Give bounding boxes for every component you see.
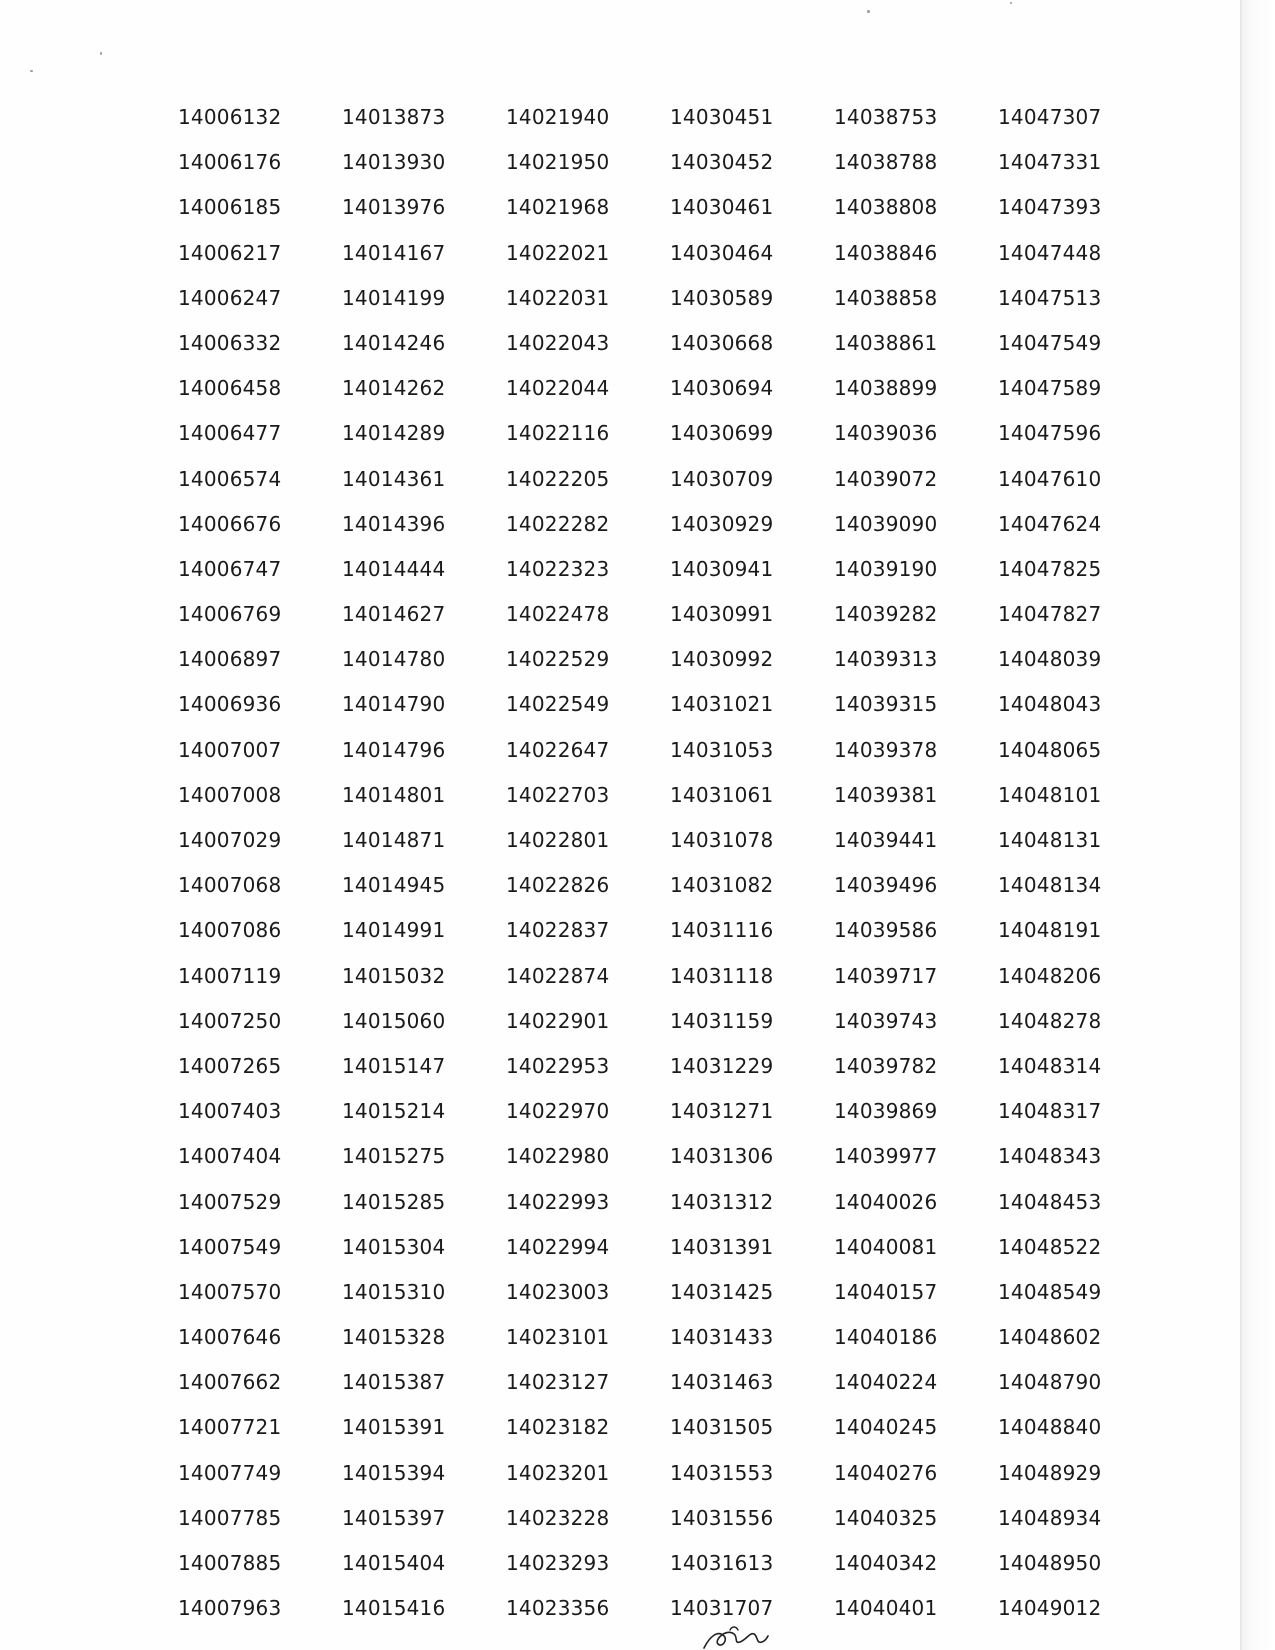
registration-number: 14007570 [178,1279,282,1304]
registration-number: 14022837 [506,918,610,943]
registration-number: 14014945 [342,873,446,898]
registration-number: 14015060 [342,1008,446,1033]
registration-number: 14048343 [998,1144,1102,1169]
signature-mark [700,1622,770,1650]
registration-number: 14048131 [998,828,1102,852]
registration-number: 14040276 [834,1460,938,1485]
scan-speck [30,70,33,72]
registration-number: 14031159 [670,1008,774,1033]
registration-number: 14048039 [998,647,1102,672]
registration-number: 14048278 [998,1008,1102,1033]
registration-number: 14040342 [834,1551,938,1575]
registration-number: 14031553 [670,1460,774,1485]
registration-number: 14015310 [342,1279,446,1304]
registration-number: 14015404 [342,1551,446,1575]
registration-number: 14048453 [998,1189,1102,1214]
registration-number: 14030589 [670,285,774,310]
registration-number: 14038858 [834,285,938,310]
registration-number: 14014790 [342,692,446,717]
registration-number: 14014167 [342,240,446,265]
registration-number: 14030991 [670,602,774,627]
registration-number: 14031021 [670,692,774,717]
registration-number: 14039717 [834,963,938,988]
registration-number: 14014871 [342,828,446,852]
registration-number: 14015214 [342,1099,446,1124]
registration-number: 14047331 [998,150,1102,175]
registration-number: 14023003 [506,1279,610,1304]
registration-number: 14014262 [342,376,446,401]
registration-number: 14022044 [506,376,610,401]
registration-number: 14030929 [670,511,774,536]
registration-number: 14039782 [834,1053,938,1078]
registration-number: 14006897 [178,647,282,672]
registration-number: 14007007 [178,737,282,762]
scan-speck [867,10,870,13]
registration-number: 14007250 [178,1008,282,1033]
registration-number: 14015387 [342,1370,446,1395]
registration-number: 14047393 [998,195,1102,220]
registration-number: 14031707 [670,1596,774,1621]
registration-number: 14039190 [834,556,938,581]
registration-number: 14031061 [670,782,774,807]
registration-number: 14014780 [342,647,446,672]
registration-number: 14040245 [834,1415,938,1440]
registration-number: 14014991 [342,918,446,943]
registration-number: 14031229 [670,1053,774,1078]
registration-number: 14007749 [178,1460,282,1485]
registration-number: 14022994 [506,1234,610,1259]
registration-number: 14047596 [998,421,1102,446]
registration-number: 14047610 [998,466,1102,491]
registration-number: 14015391 [342,1415,446,1440]
registration-number: 14007404 [178,1144,282,1169]
registration-number: 14022953 [506,1053,610,1078]
registration-number: 14022970 [506,1099,610,1124]
registration-number: 14038846 [834,240,938,265]
registration-number: 14039381 [834,782,938,807]
registration-number: 14030451 [670,105,774,129]
registration-number: 14048549 [998,1279,1102,1304]
registration-number-grid [178,102,1162,1638]
registration-number: 14007403 [178,1099,282,1124]
registration-number: 14007265 [178,1053,282,1078]
registration-number: 14014627 [342,602,446,627]
registration-number: 14031556 [670,1505,774,1530]
registration-number: 14031613 [670,1551,774,1575]
registration-number: 14031433 [670,1325,774,1350]
registration-number: 14048522 [998,1234,1102,1259]
registration-number: 14031463 [670,1370,774,1395]
registration-number: 14039441 [834,828,938,852]
registration-number: 14007529 [178,1189,282,1214]
registration-number: 14006247 [178,285,282,310]
registration-number: 14048317 [998,1099,1102,1124]
registration-number: 14047549 [998,330,1102,355]
registration-number: 14023356 [506,1596,610,1621]
registration-number: 14048065 [998,737,1102,762]
registration-number: 14006217 [178,240,282,265]
registration-number: 14031116 [670,918,774,943]
registration-number: 14015394 [342,1460,446,1485]
registration-number: 14048934 [998,1505,1102,1530]
registration-number: 14006676 [178,511,282,536]
registration-number: 14040026 [834,1189,938,1214]
registration-number: 14013873 [342,105,446,129]
registration-number: 14006769 [178,602,282,627]
registration-number: 14015285 [342,1189,446,1214]
registration-number: 14022901 [506,1008,610,1033]
registration-number: 14022116 [506,421,610,446]
registration-number: 14007721 [178,1415,282,1440]
registration-number: 14039315 [834,692,938,717]
registration-number: 14022021 [506,240,610,265]
registration-number: 14040325 [834,1505,938,1530]
registration-number: 14015304 [342,1234,446,1259]
registration-number: 14022801 [506,828,610,852]
registration-number: 14015275 [342,1144,446,1169]
registration-number: 14015397 [342,1505,446,1530]
registration-number: 14048790 [998,1370,1102,1395]
registration-number: 14007086 [178,918,282,943]
registration-number: 14021950 [506,150,610,175]
registration-number: 14038861 [834,330,938,355]
registration-number: 14006185 [178,195,282,220]
registration-number: 14048101 [998,782,1102,807]
registration-number: 14021940 [506,105,610,129]
registration-number: 14038753 [834,105,938,129]
registration-number: 14039586 [834,918,938,943]
registration-number: 14030699 [670,421,774,446]
registration-number: 14007549 [178,1234,282,1259]
registration-number: 14031306 [670,1144,774,1169]
registration-number: 14007885 [178,1551,282,1575]
scan-speck [1010,2,1012,4]
registration-number: 14022993 [506,1189,610,1214]
registration-number: 14031053 [670,737,774,762]
registration-number: 14030452 [670,150,774,175]
registration-number: 14031271 [670,1099,774,1124]
registration-number: 14040081 [834,1234,938,1259]
registration-number: 14040186 [834,1325,938,1350]
registration-number: 14007662 [178,1370,282,1395]
registration-number: 14007119 [178,963,282,988]
scan-speck [100,52,102,55]
registration-number: 14022478 [506,602,610,627]
registration-number: 14015416 [342,1596,446,1621]
registration-number: 14022703 [506,782,610,807]
registration-number: 14022031 [506,285,610,310]
registration-number: 14007963 [178,1596,282,1621]
registration-number: 14030461 [670,195,774,220]
registration-number: 14031312 [670,1189,774,1214]
registration-number: 14039378 [834,737,938,762]
registration-number: 14022043 [506,330,610,355]
registration-number: 14031082 [670,873,774,898]
registration-number: 14038899 [834,376,938,401]
registration-number: 14006132 [178,105,282,129]
registration-number: 14007646 [178,1325,282,1350]
registration-number: 14031391 [670,1234,774,1259]
registration-number: 14006458 [178,376,282,401]
registration-number: 14048950 [998,1551,1102,1575]
registration-number: 14007029 [178,828,282,852]
registration-number: 14014246 [342,330,446,355]
registration-number: 14039313 [834,647,938,672]
registration-number: 14048134 [998,873,1102,898]
registration-number: 14040157 [834,1279,938,1304]
registration-number: 14039743 [834,1008,938,1033]
registration-number: 14023228 [506,1505,610,1530]
registration-number: 14047624 [998,511,1102,536]
registration-number: 14039869 [834,1099,938,1124]
registration-number: 14030941 [670,556,774,581]
registration-number: 14014444 [342,556,446,581]
registration-number: 14031118 [670,963,774,988]
registration-number: 14039036 [834,421,938,446]
registration-number: 14007008 [178,782,282,807]
registration-number: 14023293 [506,1551,610,1575]
registration-number: 14048191 [998,918,1102,943]
registration-number: 14030464 [670,240,774,265]
registration-number: 14039072 [834,466,938,491]
registration-number: 14013976 [342,195,446,220]
registration-number: 14039090 [834,511,938,536]
registration-number: 14021968 [506,195,610,220]
registration-number: 14006477 [178,421,282,446]
registration-number: 14048929 [998,1460,1102,1485]
registration-number: 14022205 [506,466,610,491]
registration-number: 14049012 [998,1596,1102,1621]
registration-number: 14047825 [998,556,1102,581]
registration-number: 14048206 [998,963,1102,988]
registration-number: 14047307 [998,105,1102,129]
registration-number: 14022282 [506,511,610,536]
registration-number: 14031505 [670,1415,774,1440]
registration-number: 14039496 [834,873,938,898]
registration-number: 14022874 [506,963,610,988]
registration-number: 14014289 [342,421,446,446]
registration-number: 14013930 [342,150,446,175]
scan-margin [1242,0,1275,1650]
registration-number: 14047448 [998,240,1102,265]
registration-number: 14022529 [506,647,610,672]
registration-number: 14030709 [670,466,774,491]
registration-number: 14047513 [998,285,1102,310]
registration-number: 14014361 [342,466,446,491]
registration-number: 14006936 [178,692,282,717]
registration-number: 14039977 [834,1144,938,1169]
registration-number: 14014801 [342,782,446,807]
registration-number: 14022323 [506,556,610,581]
registration-number: 14022980 [506,1144,610,1169]
registration-number: 14031078 [670,828,774,852]
registration-number: 14023127 [506,1370,610,1395]
registration-number: 14014199 [342,285,446,310]
registration-number: 14014796 [342,737,446,762]
registration-number: 14048043 [998,692,1102,717]
registration-number: 14030694 [670,376,774,401]
registration-number: 14038788 [834,150,938,175]
registration-number: 14038808 [834,195,938,220]
registration-number: 14047827 [998,602,1102,627]
registration-number: 14048602 [998,1325,1102,1350]
registration-number: 14023182 [506,1415,610,1440]
registration-number: 14022549 [506,692,610,717]
registration-number: 14022826 [506,873,610,898]
registration-number: 14040401 [834,1596,938,1621]
registration-number: 14023201 [506,1460,610,1485]
registration-number: 14031425 [670,1279,774,1304]
registration-number: 14040224 [834,1370,938,1395]
registration-number: 14030668 [670,330,774,355]
registration-number: 14039282 [834,602,938,627]
registration-number: 14048840 [998,1415,1102,1440]
registration-number: 14023101 [506,1325,610,1350]
registration-number: 14048314 [998,1053,1102,1078]
registration-number: 14015032 [342,963,446,988]
registration-number: 14015328 [342,1325,446,1350]
registration-number: 14022647 [506,737,610,762]
registration-number: 14014396 [342,511,446,536]
registration-number: 14006574 [178,466,282,491]
registration-number: 14030992 [670,647,774,672]
registration-number: 14006332 [178,330,282,355]
registration-number: 14015147 [342,1053,446,1078]
registration-number: 14047589 [998,376,1102,401]
registration-number: 14007785 [178,1505,282,1530]
registration-number: 14007068 [178,873,282,898]
registration-number: 14006176 [178,150,282,175]
registration-number: 14006747 [178,556,282,581]
